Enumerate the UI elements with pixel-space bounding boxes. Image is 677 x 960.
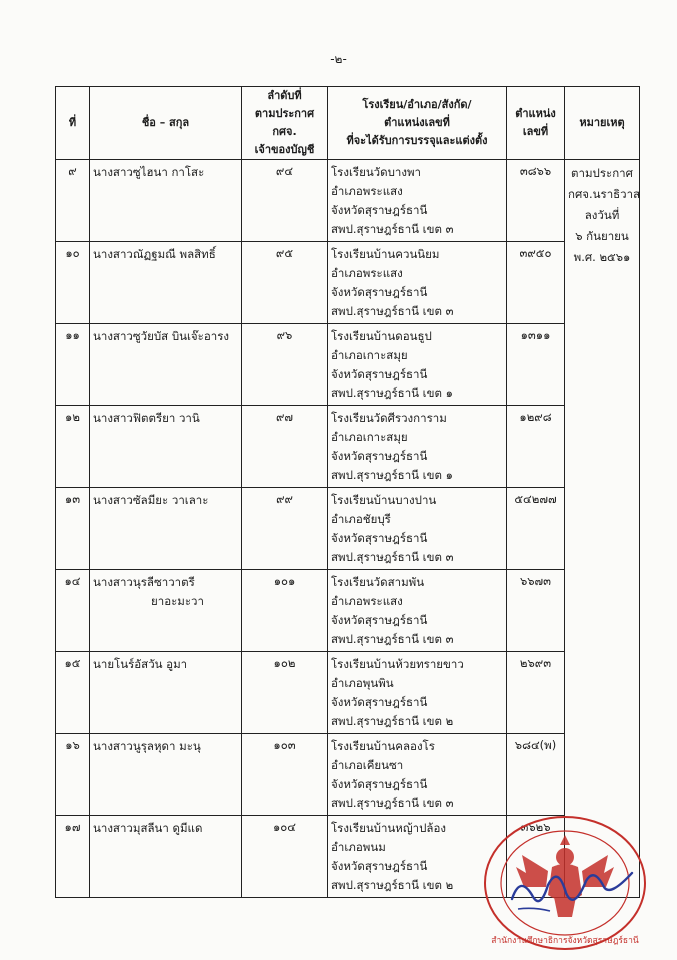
name-line: นางสาวซูไฮนา กาโสะ [93, 165, 205, 179]
person-name [90, 816, 242, 898]
school-line: จังหวัดสุราษฎร์ธานี [331, 203, 428, 217]
person-name [90, 406, 242, 488]
row-number: ๙ [56, 160, 90, 242]
header-row [56, 87, 640, 160]
school-line: โรงเรียนวัดสามพัน [331, 575, 425, 589]
position-number: ๓๘๖๖ [507, 160, 565, 242]
school-line: สพป.สุราษฎร์ธานี เขต ๒ [331, 714, 454, 728]
header-no: ที่ [56, 87, 90, 160]
name-line: นางสาวฟิตตรียา วานิ [93, 411, 200, 425]
person-name [90, 734, 242, 816]
row-number: ๑๑ [56, 324, 90, 406]
school-line: โรงเรียนบ้านบางปาน [331, 493, 437, 507]
position-number: ๖๘๔(พ) [507, 734, 565, 816]
header-school [328, 87, 507, 160]
header-position [507, 87, 565, 160]
header-school-line: โรงเรียน/อำเภอ/สังกัด/ [362, 98, 472, 111]
school-assignment [328, 652, 507, 734]
school-line: จังหวัดสุราษฎร์ธานี [331, 695, 428, 709]
table-row [56, 570, 640, 652]
school-line: จังหวัดสุราษฎร์ธานี [331, 777, 428, 791]
school-line: จังหวัดสุราษฎร์ธานี [331, 285, 428, 299]
person-name [90, 488, 242, 570]
table-row [56, 324, 640, 406]
table-row [56, 652, 640, 734]
person-name [90, 324, 242, 406]
table-row [56, 242, 640, 324]
school-line: สพป.สุราษฎร์ธานี เขต ๑ [331, 386, 453, 400]
school-line: อำเภอพุนพิน [331, 676, 394, 690]
name-line: นางสาวณัฏฐมณี พลสิทธิ์ [93, 247, 216, 261]
header-order [242, 87, 328, 160]
school-line: โรงเรียนบ้านคลองโร [331, 739, 435, 753]
school-line: อำเภอพระแสง [331, 594, 403, 608]
position-number: ๖๖๗๓ [507, 570, 565, 652]
position-number: ๓๖๒๖ [507, 816, 565, 898]
position-number: ๓๙๕๐ [507, 242, 565, 324]
name-line-continued: ยาอะมะวา [151, 594, 204, 608]
school-line: จังหวัดสุราษฎร์ธานี [331, 859, 428, 873]
school-assignment [328, 406, 507, 488]
school-line: อำเภอพระแสง [331, 266, 403, 280]
school-line: จังหวัดสุราษฎร์ธานี [331, 449, 428, 463]
school-line: จังหวัดสุราษฎร์ธานี [331, 613, 428, 627]
header-order-line: ลำดับที่ [267, 89, 302, 102]
remark-line: พ.ศ. ๒๕๖๑ [573, 250, 631, 264]
remark [565, 160, 640, 898]
school-line: โรงเรียนบ้านหญ้าปล้อง [331, 821, 446, 835]
school-assignment [328, 734, 507, 816]
school-line: สพป.สุราษฎร์ธานี เขต ๓ [331, 304, 454, 318]
school-line: สพป.สุราษฎร์ธานี เขต ๑ [331, 468, 453, 482]
school-line: สพป.สุราษฎร์ธานี เขต ๓ [331, 796, 454, 810]
remark-line: กศจ.นราธิวาส [568, 187, 641, 201]
name-line: นางสาวนูรุลหุดา มะนุ [93, 739, 201, 753]
name-line: นางสาวซูวัยบัส บินเจ๊ะอารง [93, 329, 230, 343]
position-number: ๑๒๙๘ [507, 406, 565, 488]
header-position-line: เลขที่ [522, 125, 549, 138]
school-line: โรงเรียนบ้านดอนธูป [331, 329, 432, 343]
school-line: อำเภอพนม [331, 840, 386, 854]
remark-line: ลงวันที่ [584, 208, 620, 222]
school-line: อำเภอเคียนซา [331, 758, 404, 772]
school-assignment [328, 160, 507, 242]
row-number: ๑๗ [56, 816, 90, 898]
name-line: นายโนร์อัสวัน อูมา [93, 657, 188, 671]
row-number: ๑๒ [56, 406, 90, 488]
school-line: จังหวัดสุราษฎร์ธานี [331, 531, 428, 545]
announcement-order: ๙๙ [242, 488, 328, 570]
person-name [90, 652, 242, 734]
name-line: นางสาวซัลมียะ วาเลาะ [93, 493, 209, 507]
official-seal-stamp [482, 815, 648, 951]
person-name [90, 570, 242, 652]
school-line: โรงเรียนวัดบางพา [331, 165, 422, 179]
school-line: สพป.สุราษฎร์ธานี เขต ๓ [331, 222, 454, 236]
row-number: ๑๔ [56, 570, 90, 652]
row-number: ๑๐ [56, 242, 90, 324]
page-number: -๒- [330, 52, 347, 66]
header-order-line: เจ้าของบัญชี [254, 143, 315, 156]
school-line: จังหวัดสุราษฎร์ธานี [331, 367, 428, 381]
school-line: โรงเรียนบ้านควนนิยม [331, 247, 440, 261]
school-line: สพป.สุราษฎร์ธานี เขต ๓ [331, 632, 454, 646]
announcement-order: ๙๕ [242, 242, 328, 324]
school-line: สพป.สุราษฎร์ธานี เขต ๓ [331, 550, 454, 564]
school-line: อำเภอเกาะสมุย [331, 430, 408, 444]
table-row [56, 406, 640, 488]
appointment-table [55, 86, 640, 898]
header-remark: หมายเหตุ [565, 87, 640, 160]
header-name: ชื่อ – สกุล [90, 87, 242, 160]
table-row [56, 488, 640, 570]
name-line: นางสาวนุรลีซาวาตรี [93, 575, 195, 589]
person-name [90, 160, 242, 242]
announcement-order: ๙๖ [242, 324, 328, 406]
remark-line: ๖ กันยายน [575, 229, 629, 243]
header-school-line: ตำแหน่งเลขที่ [384, 116, 450, 129]
announcement-order: ๑๐๑ [242, 570, 328, 652]
announcement-order: ๑๐๒ [242, 652, 328, 734]
school-line: อำเภอเกาะสมุย [331, 348, 408, 362]
name-line: นางสาวมุสลีนา ดูมีแด [93, 821, 203, 835]
school-assignment [328, 816, 507, 898]
row-number: ๑๓ [56, 488, 90, 570]
header-position-line: ตำแหน่ง [515, 107, 556, 120]
announcement-order: ๙๗ [242, 406, 328, 488]
school-assignment [328, 324, 507, 406]
row-number: ๑๖ [56, 734, 90, 816]
person-name [90, 242, 242, 324]
school-line: อำเภอชัยบุรี [331, 512, 391, 526]
school-assignment [328, 488, 507, 570]
header-order-line: ตามประกาศ กศจ. [254, 107, 315, 138]
school-line: โรงเรียนบ้านห้วยทรายขาว [331, 657, 464, 671]
announcement-order: ๙๔ [242, 160, 328, 242]
position-number: ๒๖๙๓ [507, 652, 565, 734]
school-line: อำเภอพระแสง [331, 184, 403, 198]
announcement-order: ๑๐๔ [242, 816, 328, 898]
seal-text: สำนักงานศึกษาธิการจังหวัดสุราษฎร์ธานี [491, 936, 639, 946]
school-assignment [328, 570, 507, 652]
school-assignment [328, 242, 507, 324]
school-line: สพป.สุราษฎร์ธานี เขต ๒ [331, 878, 454, 892]
position-number: ๑๓๑๑ [507, 324, 565, 406]
table-row [56, 160, 640, 242]
school-line: โรงเรียนวัดศีรวงการาม [331, 411, 447, 425]
row-number: ๑๕ [56, 652, 90, 734]
table-row [56, 734, 640, 816]
announcement-order: ๑๐๓ [242, 734, 328, 816]
remark-line: ตามประกาศ [571, 166, 633, 180]
header-school-line: ที่จะได้รับการบรรจุและแต่งตั้ง [346, 134, 488, 147]
position-number: ๕๔๒๗๗ [507, 488, 565, 570]
